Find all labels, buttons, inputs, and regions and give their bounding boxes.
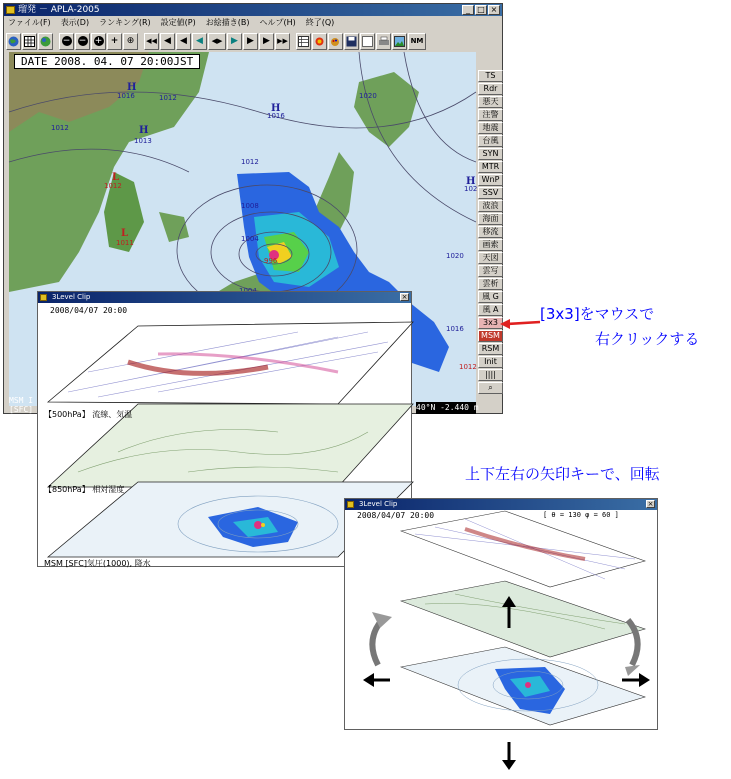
grid-icon[interactable] xyxy=(22,33,37,50)
magnifier-icon: ⌕ xyxy=(488,383,493,392)
annotation-right-click-1: [3x3]をマウスで xyxy=(540,305,655,323)
blank-icon[interactable] xyxy=(360,33,375,50)
last-frame-icon[interactable]: ▶▶ xyxy=(275,33,290,50)
status-line-1: MSM I xyxy=(9,396,34,405)
next-icon[interactable]: ▶ xyxy=(243,33,258,50)
earth-icon[interactable] xyxy=(38,33,53,50)
globe-icon[interactable] xyxy=(6,33,21,50)
side-btn-kaze-g[interactable]: 風 G xyxy=(478,291,503,303)
pressure-label: 1012 xyxy=(104,182,122,190)
picture-icon[interactable] xyxy=(392,33,407,50)
high-mark: H xyxy=(466,176,476,187)
pressure-label: 1012 xyxy=(51,124,69,132)
status-line-2: [SFC] xyxy=(9,405,34,414)
pressure-label: 1004 xyxy=(241,235,259,243)
side-btn-ts[interactable]: TS xyxy=(478,70,503,82)
menu-bar xyxy=(4,16,502,30)
menu-help[interactable]: ヘルプ(H) xyxy=(259,18,296,27)
low-mark: L xyxy=(112,172,120,183)
paint-icon[interactable] xyxy=(328,33,343,50)
next-step-icon[interactable]: ▶ xyxy=(227,33,242,50)
save-icon[interactable] xyxy=(344,33,359,50)
center-icon[interactable]: ⊕ xyxy=(123,33,138,50)
pressure-label: 1016 xyxy=(117,92,135,100)
side-btn-unseki[interactable]: 雲析 xyxy=(478,278,503,290)
pause-icon[interactable]: ◀▶ xyxy=(208,33,226,50)
side-btn-akuten[interactable]: 悪天 xyxy=(478,96,503,108)
zoom-out-small-icon[interactable]: − xyxy=(75,33,90,50)
layer-label-sfc: MSM [SFC]気圧(1000), 降水 xyxy=(44,559,151,568)
prev-icon[interactable]: ◀ xyxy=(176,33,191,50)
coordinate-readout: 40°N -2.440 m xyxy=(416,403,479,412)
clip-left-date: 2008/04/07 20:00 xyxy=(50,306,128,315)
down-arrow-icon xyxy=(502,760,516,770)
side-btn-kaimen[interactable]: 海面 xyxy=(478,213,503,225)
side-btn-init[interactable]: Init xyxy=(478,356,503,368)
clip-left-title: 3Level Clip xyxy=(52,293,91,301)
side-btn-ssv[interactable]: SSV xyxy=(478,187,503,199)
pressure-label: 102 xyxy=(464,185,478,193)
date-display: DATE 2008. 04. 07 20:00JST xyxy=(14,54,200,69)
maximize-button[interactable]: □ xyxy=(475,5,487,15)
pressure-label: 996 xyxy=(264,257,278,265)
side-btn-unsha[interactable]: 雲写 xyxy=(478,265,503,277)
high-mark: H xyxy=(127,82,137,93)
side-btn-gasaku[interactable]: 画索 xyxy=(478,239,503,251)
side-btn-syn[interactable]: SYN xyxy=(478,148,503,160)
app-icon xyxy=(6,6,15,14)
window-title: 瑠発 － APLA-2005 xyxy=(18,5,100,15)
pressure-label: 1013 xyxy=(134,137,152,145)
side-btn-rdr[interactable]: Rdr xyxy=(478,83,503,95)
close-button[interactable]: × xyxy=(488,5,500,15)
menu-ranking[interactable]: ランキング(R) xyxy=(99,18,151,27)
menu-quit[interactable]: 終了(Q) xyxy=(305,18,335,27)
main-title-bar[interactable] xyxy=(4,4,502,16)
minimize-button[interactable]: _ xyxy=(462,5,474,15)
pressure-label: 1016 xyxy=(267,112,285,120)
side-btn-bars[interactable]: |||| xyxy=(478,369,503,381)
side-btn-msm[interactable]: MSM xyxy=(478,330,503,342)
table-icon[interactable] xyxy=(296,33,311,50)
prev-step-icon[interactable]: ◀ xyxy=(192,33,207,50)
menu-file[interactable]: ファイル(F) xyxy=(8,18,51,27)
low-mark: L xyxy=(121,228,129,239)
pressure-label: 1012 xyxy=(159,94,177,102)
pressure-label: 1016 xyxy=(446,325,464,333)
layer-label-500: 【500hPa】 流線、気温 xyxy=(44,410,133,419)
print-icon[interactable] xyxy=(376,33,391,50)
sun-icon[interactable] xyxy=(312,33,327,50)
side-btn-search[interactable] xyxy=(478,382,503,394)
clip-right-layers xyxy=(345,499,659,731)
next-fast-icon[interactable]: ▶ xyxy=(259,33,274,50)
side-btn-mtr[interactable]: MTR xyxy=(478,161,503,173)
status-text xyxy=(9,396,33,414)
side-btn-iryu[interactable]: 移流 xyxy=(478,226,503,238)
layer-label-850: 【850hPa】 相対湿度 xyxy=(44,485,125,494)
prev-fast-icon[interactable]: ◀ xyxy=(160,33,175,50)
annotation-right-click-2: 右クリックする xyxy=(595,330,700,348)
zoom-out-icon[interactable]: − xyxy=(59,33,74,50)
pressure-label: 1012 xyxy=(241,158,259,166)
side-btn-rsm[interactable]: RSM xyxy=(478,343,503,355)
clip-left-close-button[interactable]: × xyxy=(401,293,408,301)
side-btn-taifu[interactable]: 台風 xyxy=(478,135,503,147)
side-btn-chukei[interactable]: 注警 xyxy=(478,109,503,121)
first-frame-icon[interactable]: ◀◀ xyxy=(144,33,159,50)
nm-button[interactable]: NM xyxy=(408,33,426,50)
clip-right-close-button[interactable]: × xyxy=(647,500,654,508)
side-btn-wnp[interactable]: WnP xyxy=(478,174,503,186)
clip-right-date: 2008/04/07 20:00 xyxy=(357,511,435,520)
pressure-label: 1020 xyxy=(446,252,464,260)
pressure-label: 1011 xyxy=(116,239,134,247)
annotation-rotate: 上下左右の矢印キーで、回転 xyxy=(465,465,660,483)
menu-settings[interactable]: 設定値(P) xyxy=(160,18,196,27)
menu-view[interactable]: 表示(D) xyxy=(60,18,90,27)
clip-right-angle: [ θ = 130 φ = 60 ] xyxy=(543,511,619,519)
zoom-in-icon[interactable]: + xyxy=(107,33,122,50)
high-mark: H xyxy=(139,125,149,136)
side-btn-3x3[interactable]: 3x3 xyxy=(478,317,503,329)
pressure-label: 1012 xyxy=(459,363,477,371)
pressure-label: 1008 xyxy=(241,202,259,210)
pressure-label: 1020 xyxy=(359,92,377,100)
side-btn-haro[interactable]: 波浪 xyxy=(478,200,503,212)
toolbar xyxy=(6,31,500,51)
high-mark: H xyxy=(271,103,281,114)
zoom-in-small-icon[interactable]: + xyxy=(91,33,106,50)
clip-right-title: 3Level Clip xyxy=(359,500,398,508)
side-btn-tenzu[interactable]: 天図 xyxy=(478,252,503,264)
menu-draw[interactable]: お絵描き(B) xyxy=(205,18,250,27)
side-btn-kaze-a[interactable]: 風 A xyxy=(478,304,503,316)
red-pointer-arrow xyxy=(507,322,540,324)
side-btn-jishin[interactable]: 地震 xyxy=(478,122,503,134)
clip-window-right xyxy=(344,498,658,730)
